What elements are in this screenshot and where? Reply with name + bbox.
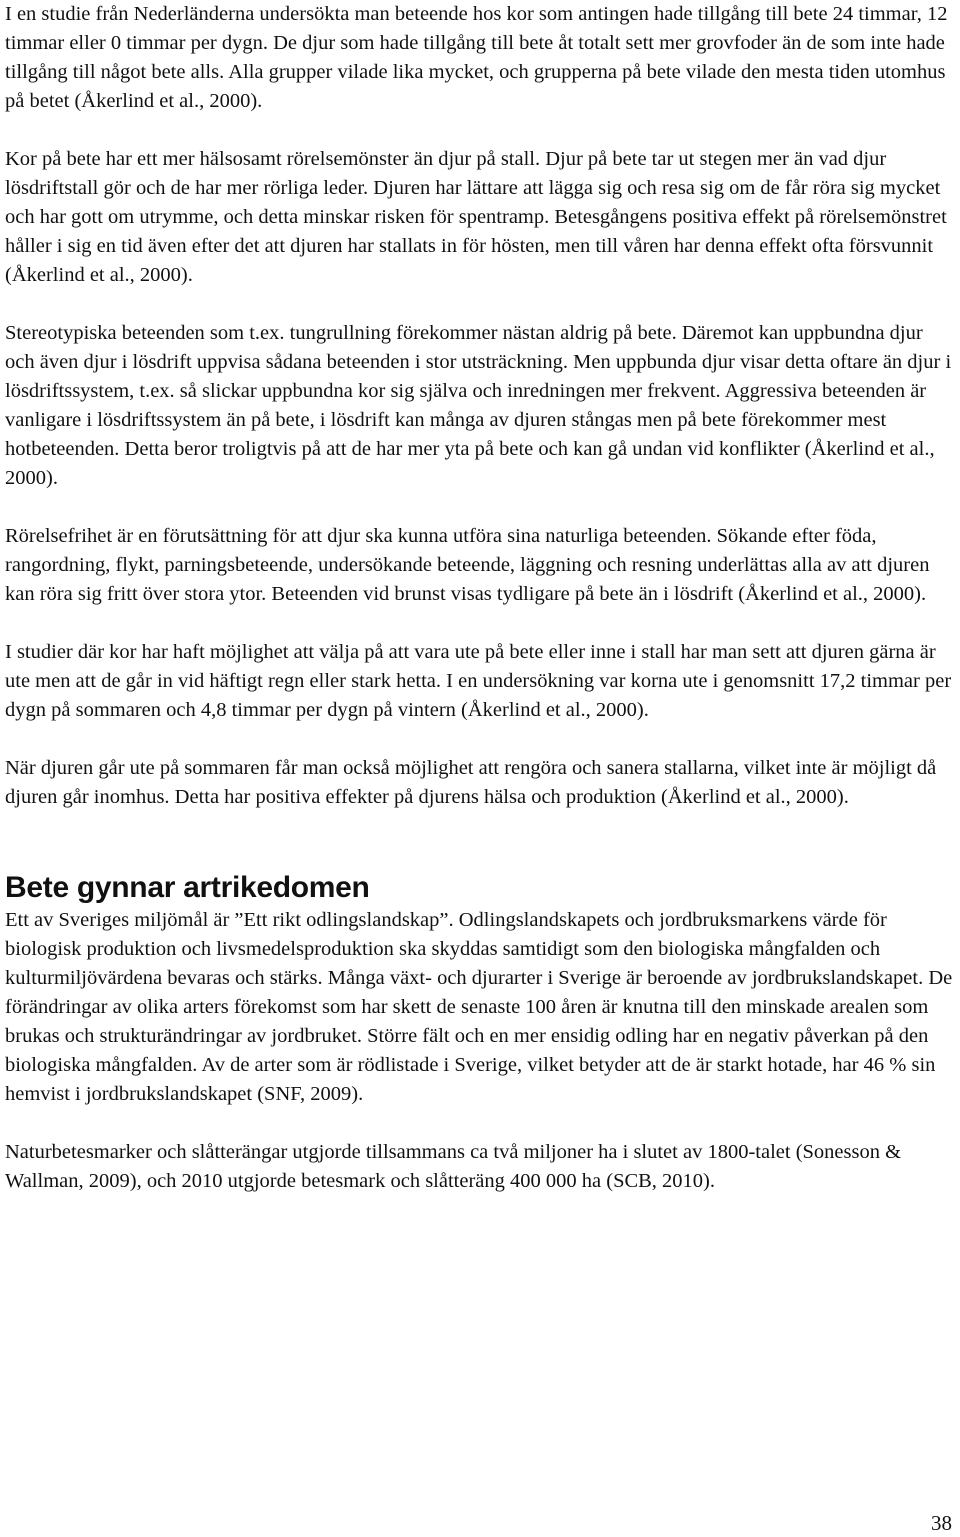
paragraph-spacer [5,290,955,319]
paragraph-spacer [5,841,955,870]
document-page [5,0,955,1196]
paragraph: I studier där kor har haft möjlighet att välja på att vara ute på bete eller inne i stall har man sett att djuren gärna är ute men att de går in vid häftigt regn eller stark hetta. I en undersökning var korna ute i genomsnitt 17,2 timmar per dygn på sommaren och 4,8 timmar per dygn på vintern (Åkerlind et al., 2000). [5,641,952,721]
paragraph-spacer [5,116,955,145]
paragraph-spacer [5,493,955,522]
paragraph-spacer [5,1109,955,1138]
paragraph-spacer [5,812,955,841]
paragraph: När djuren går ute på sommaren får man också möjlighet att rengöra och sanera stallarna, vilket inte är möjligt då djuren går inomhus. Detta har positiva effekter på djurens hälsa och produktion (Åkerlind et al., 2000). [5,757,937,808]
paragraph: Stereotypiska beteenden som t.ex. tungrullning förekommer nästan aldrig på bete. Däremot kan uppbundna djur och även djur i lösdrift uppvisa sådana beteenden i stor utsträckning. Men uppbunda djur visar detta oftare än djur i lösdriftssystem, t.ex. så slickar uppbundna kor sig själva och inredningen mer frekvent. Aggressiva beteenden är vanligare i lösdriftssystem än på bete, i lösdrift kan många av djuren stångas men på bete förekommer mest hotbeteenden. Detta beror troligtvis på att de har mer yta på bete och kan gå undan vid konflikter (Åkerlind et al., 2000). [5,322,952,489]
paragraph: I en studie från Nederländerna undersökta man beteende hos kor som antingen hade tillgång till bete 24 timmar, 12 timmar eller 0 timmar per dygn. De djur som hade tillgång till bete åt totalt sett mer grovfoder än de som inte hade tillgång till något bete alls. Alla grupper vilade lika mycket, och grupperna på bete vilade den mesta tiden utomhus på betet (Åkerlind et al., 2000). [5,3,948,112]
section-heading: Bete gynnar artrikedomen [5,871,370,904]
paragraph-spacer [5,609,955,638]
paragraph: Naturbetesmarker och slåtterängar utgjorde tillsammans ca två miljoner ha i slutet av 1800-talet (Sonesson & Wallman, 2009), och 2010 utgjorde betesmark och slåtteräng 400 000 ha (SCB, 2010). [5,1141,902,1192]
paragraph: Kor på bete har ett mer hälsosamt rörelsemönster än djur på stall. Djur på bete tar ut stegen mer än vad djur lösdriftstall gör och de har mer rörliga leder. Djuren har lättare att lägga sig och resa sig om de får röra sig mycket och har gott om utrymme, och detta minskar risken för spentramp. Betesgångens positiva effekt på rörelsemönstret håller i sig en tid även efter det att djuren har stallats in för hösten, men till våren har denna effekt ofta försvunnit (Åkerlind et al., 2000). [5,148,947,286]
paragraph: Ett av Sveriges miljömål är ”Ett rikt odlingslandskap”. Odlingslandskapets och jordbruksmarkens värde för biologisk produktion och livsmedelsproduktion ska skyddas samtidigt som den biologiska mångfalden och kulturmiljövärdena bevaras och stärks. Många växt- och djurarter i Sverige är beroende av jordbrukslandskapet. De förändringar av olika arters förekomst som har skett de senaste 100 åren är knutna till den minskade arealen som brukas och strukturändringar av jordbruket. Större fält och en mer ensidig odling har en negativ påverkan på den biologiska mångfalden. Av de arter som är rödlistade i Sverige, vilket betyder att de är starkt hotade, har 46 % sin hemvist i jordbrukslandskapet (SNF, 2009). [5,909,953,1105]
page-number: 38 [931,1511,952,1535]
paragraph-spacer [5,725,955,754]
paragraph: Rörelsefrihet är en förutsättning för att djur ska kunna utföra sina naturliga beteenden. Sökande efter föda, rangordning, flykt, parningsbeteende, undersökande beteende, läggning och resning underlättas alla av att djuren kan röra sig fritt över stora ytor. Beteenden vid brunst visas tydligare på bete än i lösdrift (Åkerlind et al., 2000). [5,525,930,605]
